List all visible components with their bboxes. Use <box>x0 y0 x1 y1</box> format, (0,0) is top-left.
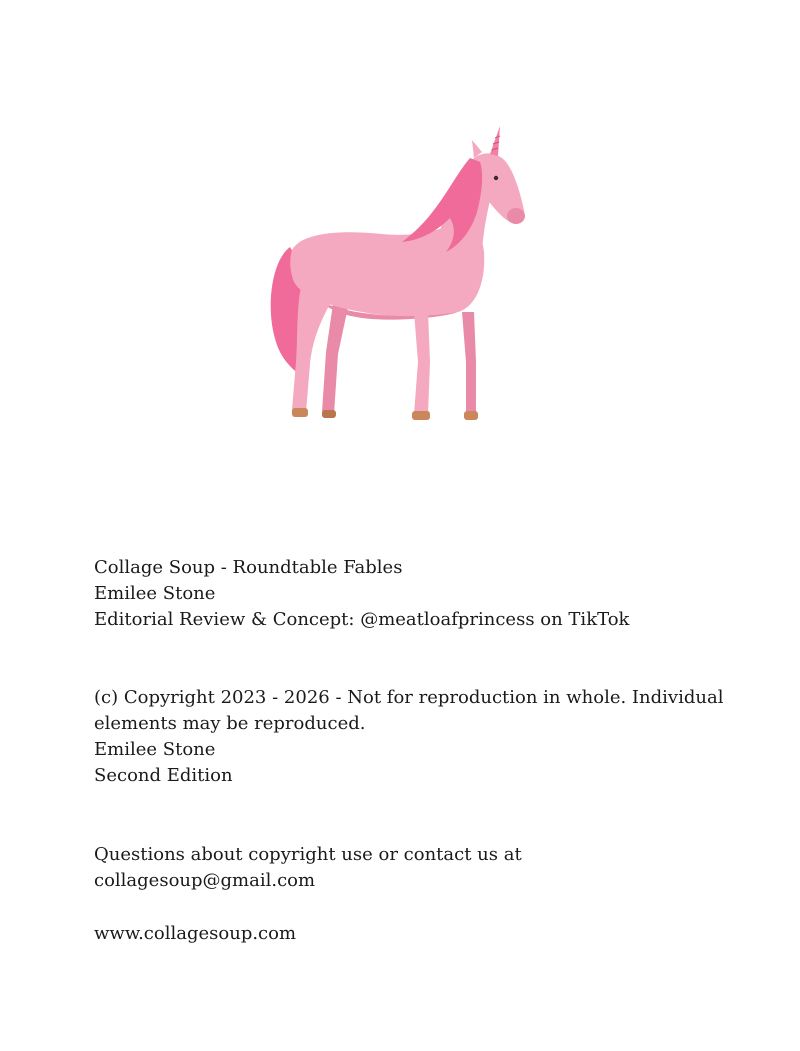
copyright-block <box>94 685 734 789</box>
edition-label: Second Edition <box>94 765 233 786</box>
book-title: Collage Soup - Roundtable Fables <box>94 557 403 578</box>
author-name: Emilee Stone <box>94 583 216 604</box>
website-block <box>94 921 734 947</box>
copyright-notice: (c) Copyright 2023 - 2026 - Not for reproduction in whole. Individual elements may be reproduced. <box>94 687 724 734</box>
credits-block <box>94 555 734 633</box>
copyright-author: Emilee Stone <box>94 739 216 760</box>
contact-block <box>94 842 734 894</box>
editorial-credit: Editorial Review & Concept: @meatloafprincess on TikTok <box>94 609 630 630</box>
pink-unicorn-icon <box>262 122 532 432</box>
website-url: www.collagesoup.com <box>94 923 297 944</box>
contact-email: collagesoup@gmail.com <box>94 870 316 891</box>
contact-text: Questions about copyright use or contact us at <box>94 844 522 865</box>
